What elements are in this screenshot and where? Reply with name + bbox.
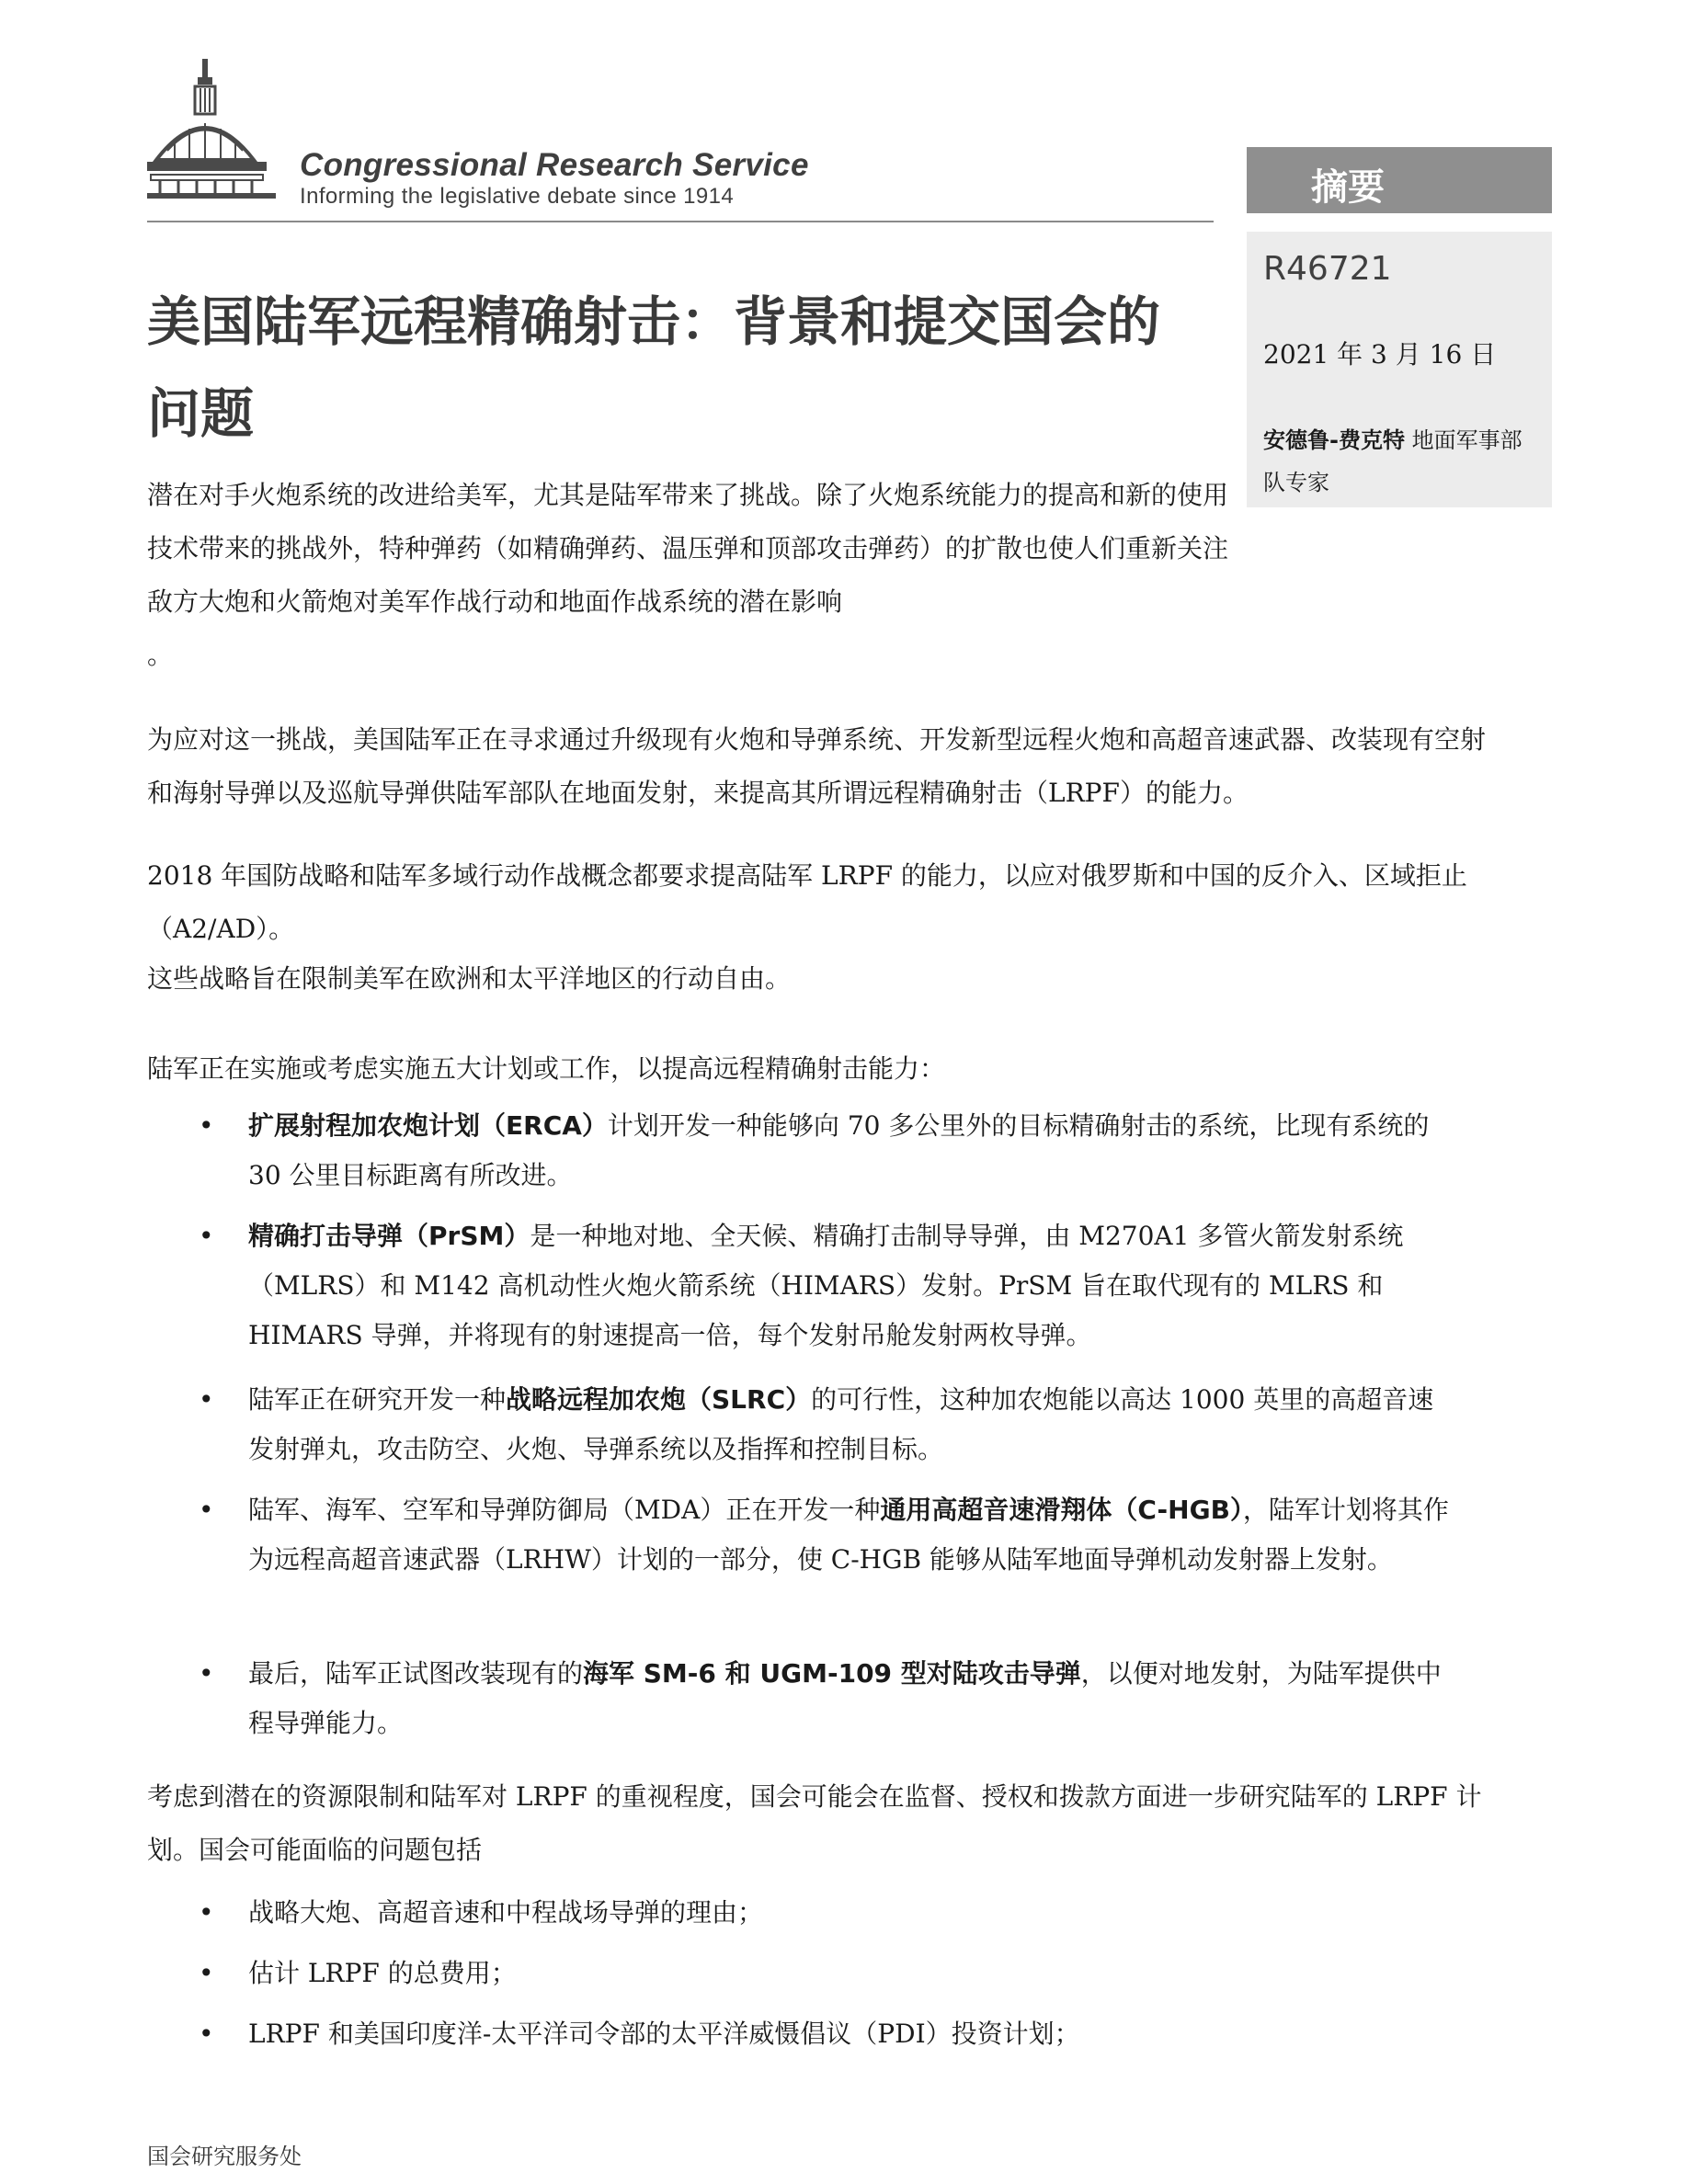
bullet-icon: •: [199, 1110, 214, 1141]
author-line: [1263, 419, 1539, 504]
bullet-icon: •: [199, 1384, 214, 1415]
program-name: 通用高超音速滑翔体（C-HGB）: [880, 1495, 1243, 1525]
intro-text: 潜在对手火炮系统的改进给美军，尤其是陆军带来了挑战。除了火炮系统能力的提高和新的使用技术带来的挑战外，特种弹药（如精确弹药、温压弹和顶部攻击弹药）的扩散也使人们重新关注敌方大炮和火箭炮对美军作战行动和地面作战系统的潜在影响: [147, 480, 1229, 617]
title-line-2: 问题: [147, 382, 255, 445]
paragraph-strategy-goal: 这些战略旨在限制美军在欧洲和太平洋地区的行动自由。: [147, 963, 792, 994]
bullet-icon: •: [199, 1897, 214, 1928]
paragraph-congress-issues: 考虑到潜在的资源限制和陆军对 LRPF 的重视程度，国会可能会在监督、授权和拨款方面进一步研究陆军的 LRPF 计划。国会可能面临的问题包括: [147, 1781, 1482, 1865]
list-item-sm6: • 最后，陆军正试图改装现有的海军 SM-6 和 UGM-109 型对陆攻击导弹，以便对地发射，为陆军提供中程导弹能力。: [147, 1649, 1453, 1752]
paragraph-strategy: 2018 年国防战略和陆军多域行动作战概念都要求提高陆军 LRPF 的能力，以应对俄罗斯和中国的反介入、区域拒止（A2/AD）。: [147, 860, 1467, 944]
list-item-issue: • 战略大炮、高超音速和中程战场导弹的理由；: [147, 1888, 1453, 1939]
bullet-icon: •: [199, 1495, 214, 1525]
program-name: 战略远程加农炮（SLRC）: [506, 1384, 812, 1415]
author-role: 地面军事部队专家: [1263, 427, 1523, 495]
header-divider: [147, 221, 1214, 222]
bullet-icon: •: [199, 1658, 214, 1689]
bullet-icon: •: [199, 2019, 214, 2049]
page-footer: 国会研究服务处: [147, 2144, 302, 2169]
list-item-slrc: • 陆军正在研究开发一种战略远程加农炮（SLRC）的可行性，这种加农炮能以高达 1000 英里的高超音速发射弹丸，攻击防空、火炮、导弹系统以及指挥和控制目标。: [147, 1375, 1453, 1478]
paragraph-programs-intro: 陆军正在实施或考虑实施五大计划或工作，以提高远程精确射击能力：: [147, 1053, 946, 1084]
org-tagline: Informing the legislative debate since 1914: [300, 184, 735, 209]
program-name: 扩展射程加农炮计划（ERCA）: [248, 1110, 608, 1141]
document-title: [147, 276, 1232, 460]
list-item-chgb: • 陆军、海军、空军和导弹防御局（MDA）正在开发一种通用高超音速滑翔体（C-HGB），陆军计划将其作为远程高超音速武器（LRHW）计划的一部分，使 C-HGB 能够从陆军地面导弹机动发射器上发射。: [147, 1485, 1453, 1642]
bullet-icon: •: [199, 1221, 214, 1251]
summary-heading-box: [1247, 147, 1552, 213]
program-name: 海军 SM-6 和 UGM-109 型对陆攻击导弹: [583, 1658, 1081, 1689]
report-number: R46721: [1263, 250, 1392, 288]
list-item-issue: • LRPF 和美国印度洋-太平洋司令部的太平洋威慑倡议（PDI）投资计划；: [147, 2009, 1453, 2061]
summary-heading: 摘要: [1311, 166, 1385, 209]
list-item-erca: • 扩展射程加农炮计划（ERCA）计划开发一种能够向 70 多公里外的目标精确射击的系统，比现有系统的 30 公里目标距离有所改进。: [147, 1101, 1453, 1204]
program-name: 精确打击导弹（PrSM）: [248, 1221, 530, 1251]
title-line-1: 美国陆军远程精确射击：背景和提交国会的: [147, 290, 1161, 353]
author-name: 安德鲁-费克特: [1263, 427, 1405, 453]
list-item-prsm: • 精确打击导弹（PrSM）是一种地对地、全天候、精确打击制导导弹，由 M270A1 多管火箭发射系统（MLRS）和 M142 高机动性火炮火箭系统（HIMARS）发射。PrSM 旨在取代现有的 MLRS 和 HIMARS 导弹，并将现有的射速提高一倍，每个发射吊舱发射两枚导弹。: [147, 1211, 1453, 1368]
intro-end: 。: [147, 640, 174, 670]
list-item-issue: • 估计 LRPF 的总费用；: [147, 1949, 1453, 2000]
paragraph-challenge: 为应对这一挑战，美国陆军正在寻求通过升级现有火炮和导弹系统、开发新型远程火炮和高超音速武器、改装现有空射和海射导弹以及巡航导弹供陆军部队在地面发射，来提高其所谓远程精确射击（LRPF）的能力。: [147, 724, 1487, 808]
org-name: Congressional Research Service: [300, 147, 809, 183]
intro-paragraph: [147, 469, 1232, 682]
report-date: 2021 年 3 月 16 日: [1263, 339, 1497, 370]
issues-list: [147, 1888, 1453, 2070]
bullet-icon: •: [199, 1958, 214, 1988]
program-list: [147, 1101, 1453, 1752]
